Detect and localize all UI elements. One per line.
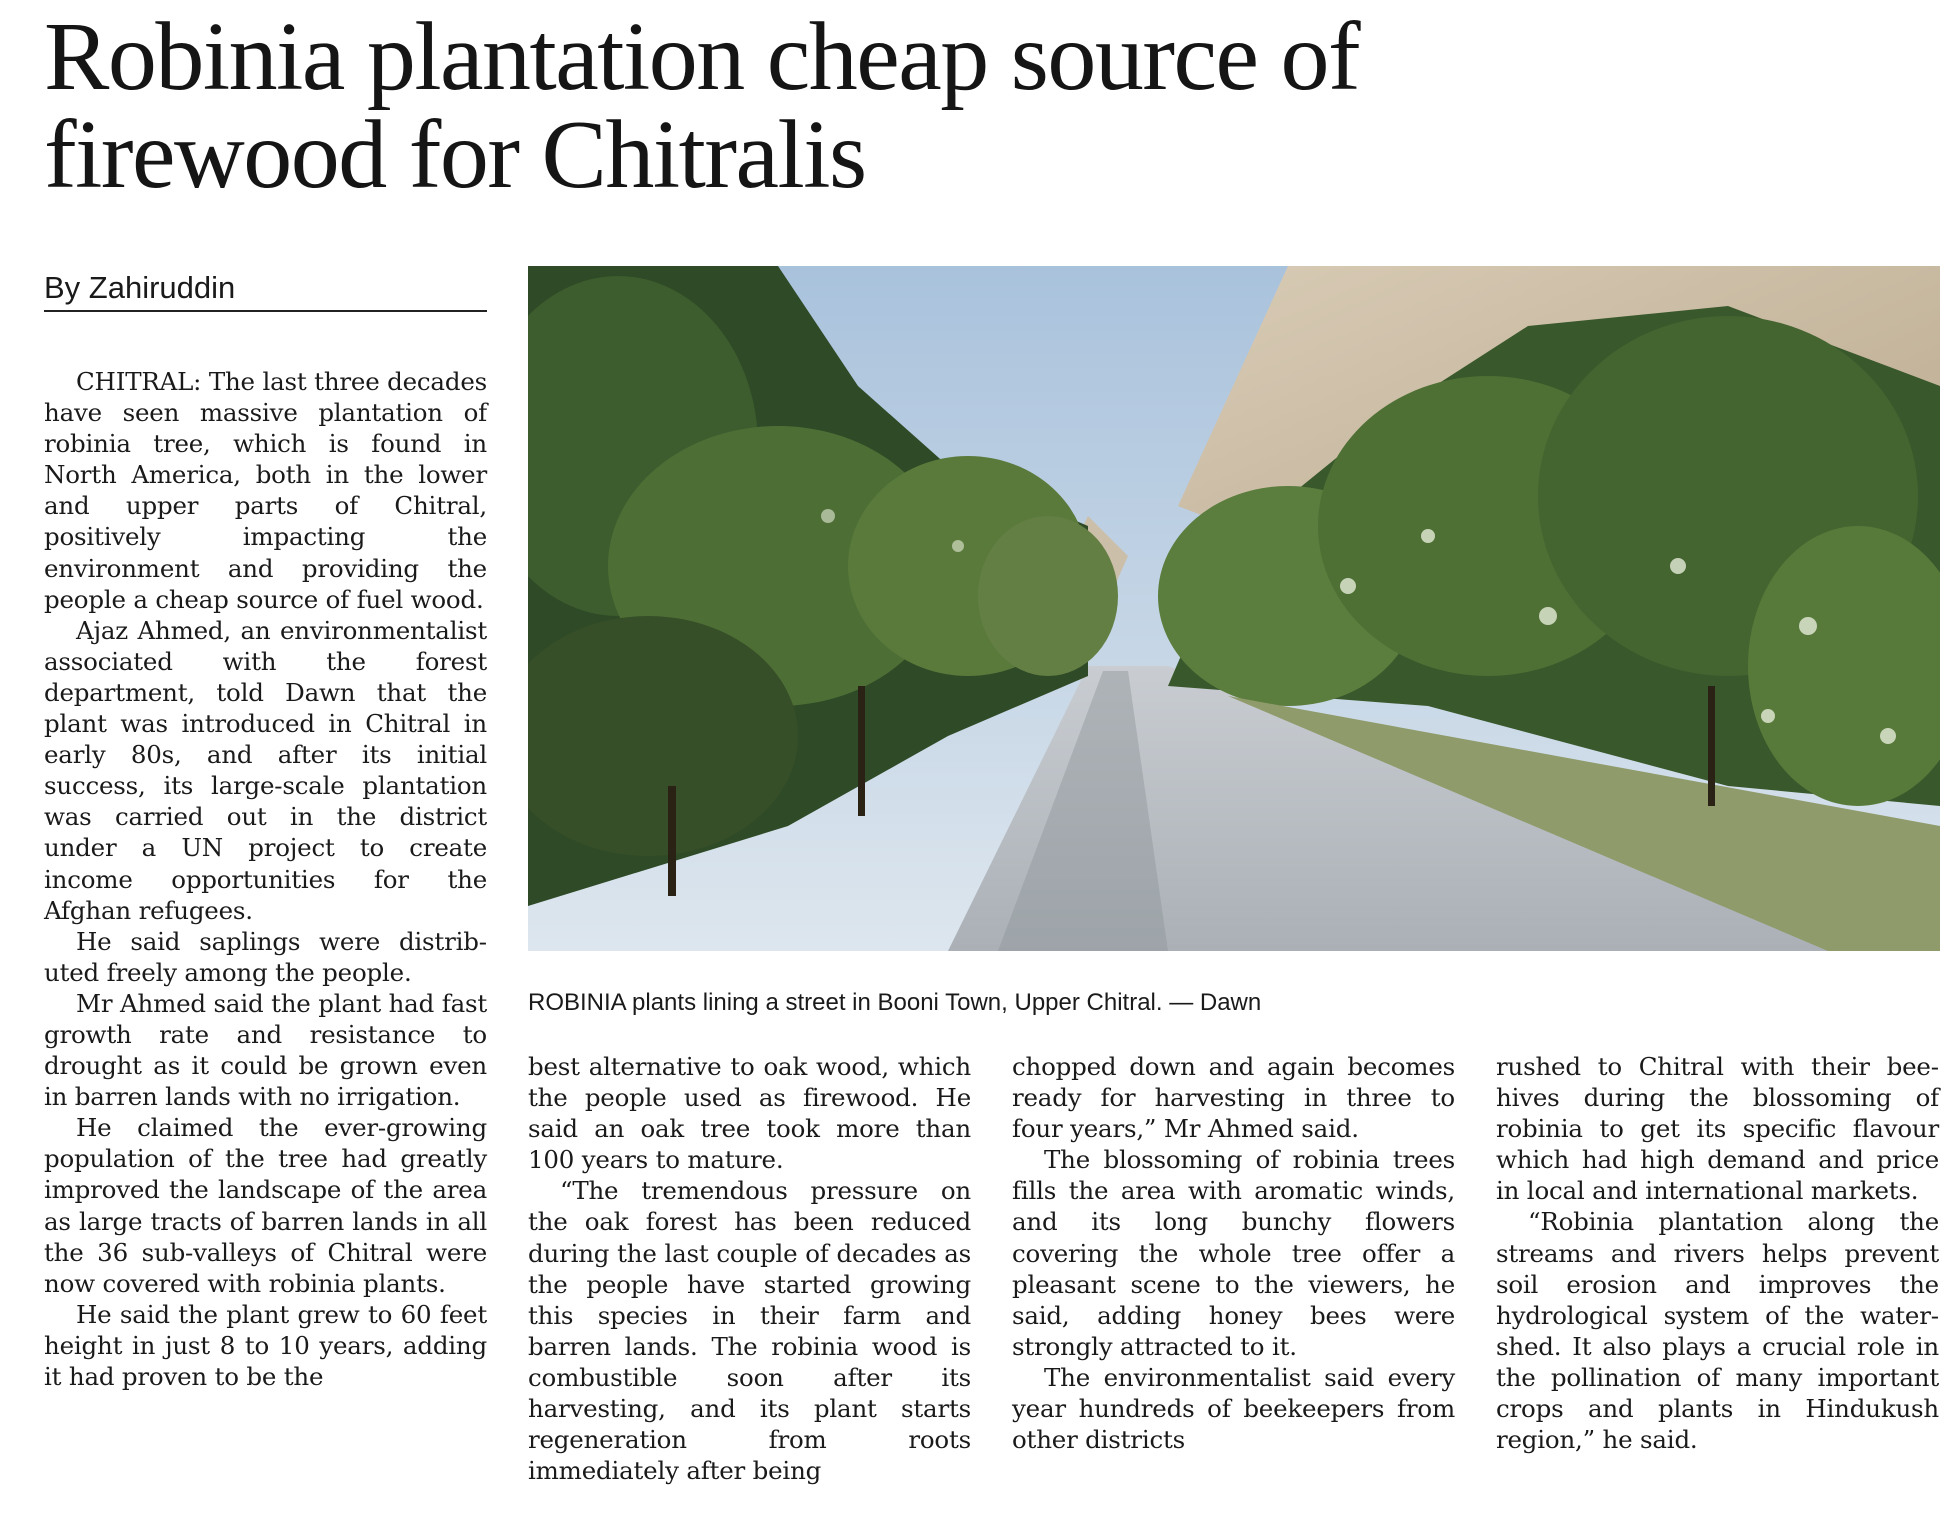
paragraph: He said the plant grew to 60 feet height in just 8 to 10 years, adding it had proven to be the bbox=[44, 1299, 487, 1391]
paragraph: He claimed the ever-growing population of the tree had greatly improved the landscape of the area as large tracts of barren lands in all the 36 sub-valleys of Chitral were now covered with robinia plants. bbox=[44, 1113, 487, 1298]
paragraph: Mr Ahmed said the plant had fast growth rate and resistance to drought as it could be grown even in barren lands with no irrigation. bbox=[44, 988, 487, 1112]
paragraph: The environmentalist said every year hundreds of beekeepers from other districts bbox=[1012, 1362, 1455, 1455]
paragraph: rushed to Chitral with their beehives during the blossoming of robinia to get its specific flavour which had high demand and price in local and international markets. bbox=[1496, 1052, 1939, 1206]
headline-line-2: firewood for Chitralis bbox=[44, 101, 866, 209]
paragraph: “Robinia plantation along the streams and rivers helps prevent soil erosion and improves the hydrological system of the watershed. It also plays a crucial role in the pollination of many important crops and plants in Hindukush region,” he said. bbox=[1496, 1207, 1939, 1455]
paragraph: He said saplings were distributed freely among the people. bbox=[44, 926, 487, 987]
article-column-2 bbox=[528, 1051, 971, 1496]
article-column-4 bbox=[1496, 1051, 1939, 1496]
paragraph: best alternative to oak wood, which the people used as firewood. He said an oak tree took more than 100 years to mature. bbox=[528, 1052, 971, 1175]
article-column-3 bbox=[1012, 1051, 1455, 1496]
paragraph: CHITRAL: The last three decades have seen massive plantation of robinia tree, which is found in North America, both in the lower and upper parts of Chitral, positively impacting the environment and providing the people a cheap source of fuel wood. bbox=[44, 367, 487, 614]
headline bbox=[44, 3, 1504, 209]
photo-caption: ROBINIA plants lining a street in Booni Town, Upper Chitral. — Dawn bbox=[528, 989, 1262, 1016]
news-photo bbox=[528, 266, 1940, 951]
paragraph: “The tremendous pressure on the oak forest has been reduced during the last couple of decades as the people have started growing this species in their farm and barren lands. The robinia wood is combustible soon after its harvesting, and its plant starts regeneration from roots immediately after being bbox=[528, 1176, 971, 1486]
paragraph: Ajaz Ahmed, an environmentalist associated with the forest department, told Dawn that the plant was introduced in Chitral in early 80s, and after its initial success, its large-scale plantation was carried out in the district under a UN project to create income opportunities for the Afghan refugees. bbox=[44, 615, 487, 925]
headline-line-1: Robinia plantation cheap source of bbox=[44, 3, 1360, 111]
paragraph: The blossoming of robinia trees fills the area with aromatic winds, and its long bunchy flowers covering the whole tree offer a pleasant scene to the viewers, he said, adding honey bees were strongly attracted to it. bbox=[1012, 1145, 1455, 1361]
article-column-1 bbox=[44, 366, 487, 1494]
byline: By Zahiruddin bbox=[44, 268, 487, 312]
paragraph: chopped down and again becomes ready for harvesting in three to four years,” Mr Ahmed said. bbox=[1012, 1052, 1455, 1144]
